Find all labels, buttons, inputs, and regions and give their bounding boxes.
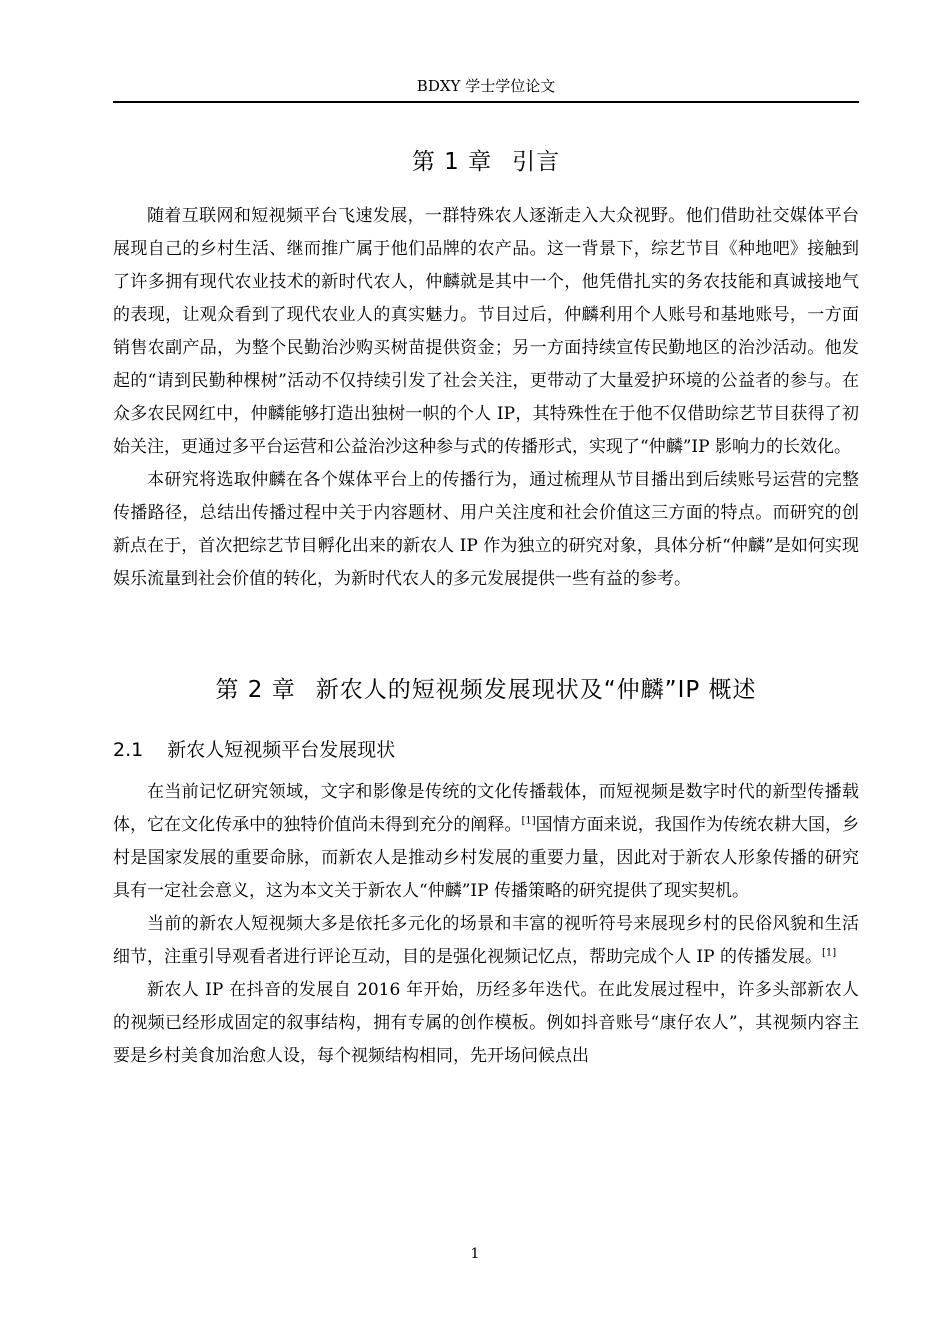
paragraph-text: 在当前记忆研究领域，文字和影像是传统的文化传播载体，而短视频是数字时代的新型传播载体，它在文化传承中的独特价值尚未得到充分的阐释。 (113, 782, 859, 835)
paragraph-text: 国情方面来说，我国作为传统农耕大国，乡村是国家发展的重要命脉，而新农人是推动乡村发展的重要力量，因此对于新农人形象传播的研究具有一定社会意义，这为本文关于新农人“仲麟”IP 传播策略的研究提供了现实契机。 (113, 815, 860, 901)
page-number: 1 (470, 1246, 480, 1262)
section-paragraph (113, 776, 859, 908)
chapter-1-paragraph: 本研究将选取仲麟在各个媒体平台上的传播行为，通过梳理从节目播出到后续账号运营的完整传播路径，总结出传播过程中关于内容题材、用户关注度和社会价值这三方面的特点。而研究的创新点在于，首次把综艺节目孵化出来的新农人 IP 作为独立的研究对象，具体分析“仲麟”是如何实现娱乐流量到社会价值的转化，为新时代农人的多元发展提供一些有益的参考。 (113, 470, 859, 589)
chapter-1-paragraph: 随着互联网和短视频平台飞速发展，一群特殊农人逐渐走入大众视野。他们借助社交媒体平台展现自己的乡村生活、继而推广属于他们品牌的农产品。这一背景下，综艺节目《种地吧》接触到了许多拥有现代农业技术的新时代农人，仲麟就是其中一个，他凭借扎实的务农技能和真诚接地气的表现，让观众看到了现代农业人的真实魅力。节目过后，仲麟利用个人账号和基地账号，一方面销售农副产品，为整个民勤治沙购买树苗提供资金；另一方面持续宣传民勤地区的治沙活动。他发起的“请到民勤种棵树”活动不仅持续引发了社会关注，更带动了大量爱护环境的公益者的参与。在众多农民网红中，仲麟能够打造出独树一帜的个人 IP，其特殊性在于他不仅借助综艺节目获得了初始关注，更通过多平台运营和公益治沙这种参与式的传播形式，实现了“仲麟”IP 影响力的长效化。 (113, 206, 859, 457)
chapter-1-number: 第 1 章 (411, 149, 493, 175)
chapter-2-heading (113, 668, 859, 712)
chapter-2-title: 新农人的短视频发展现状及“仲麟”IP 概述 (315, 677, 757, 703)
chapter-1-title: 引言 (512, 149, 561, 175)
citation-ref[interactable]: [1] (821, 947, 837, 959)
section-number: 2.1 (113, 739, 144, 761)
paragraph-text: 当前的新农人短视频大多是依托多元化的场景和丰富的视听符号来展现乡村的民俗风貌和生活细节，注重引导观看者进行评论互动，目的是强化视频记忆点，帮助完成个人 IP 的传播发展。 (113, 914, 859, 967)
chapter-1-heading (113, 140, 859, 184)
citation-ref[interactable]: [1] (521, 815, 536, 827)
page-body (113, 140, 859, 1073)
section-paragraph (113, 908, 859, 974)
running-header: BDXY 学士学位论文 (416, 77, 556, 95)
header-rule (113, 101, 859, 103)
section-title: 新农人短视频平台发展现状 (167, 739, 396, 761)
chapter-2-number: 第 2 章 (215, 677, 296, 703)
section-2-1-heading (113, 732, 859, 768)
section-paragraph: 新农人 IP 在抖音的发展自 2016 年开始，历经多年迭代。在此发展过程中，许多头部新农人的视频已经形成固定的叙事结构，拥有专属的创作模板。例如抖音账号“康仔农人”，其视频内容主要是乡村美食加治愈人设，每个视频结构相同，先开场问候点出 (113, 980, 859, 1066)
